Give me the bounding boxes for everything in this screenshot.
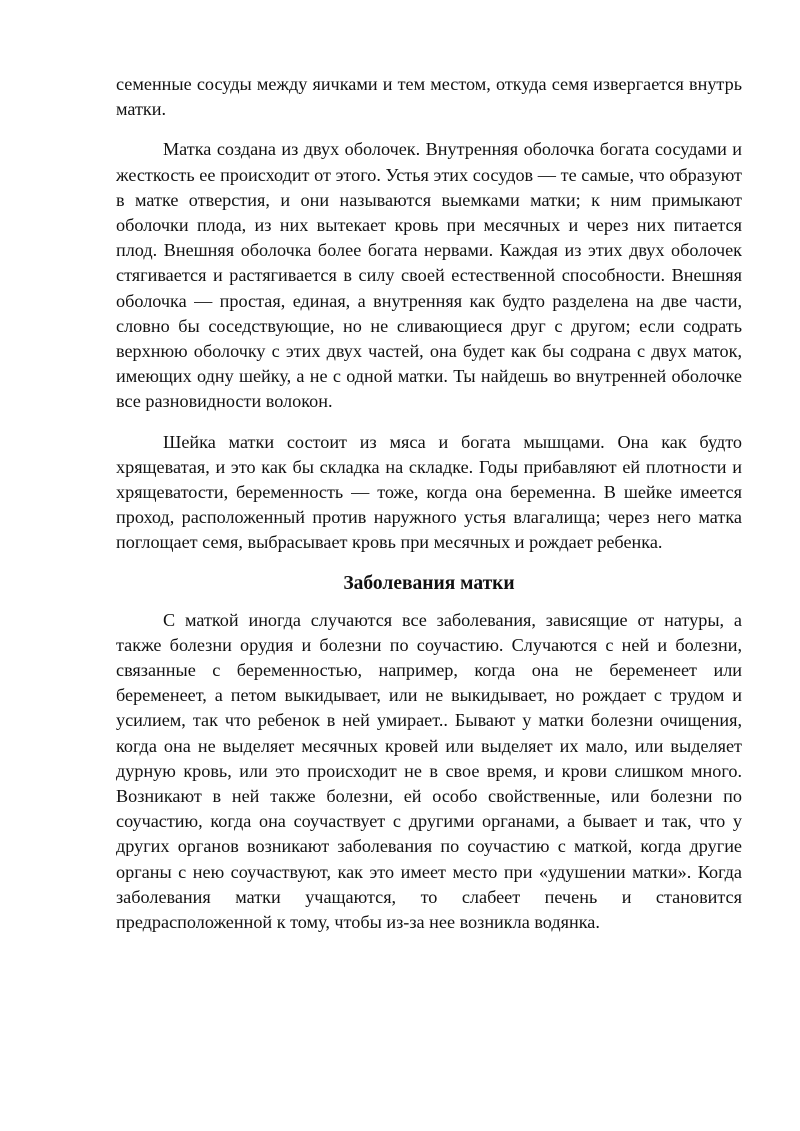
section-heading: Заболевания матки <box>343 572 515 594</box>
document-page <box>116 72 742 950</box>
paragraph-uterus-diseases: С маткой иногда случаются все заболевания, зависящие от натуры, а также болезни орудия и болезни по соучастию. Случаются с ней и болезни, связанные с беременностью, например, когда она не беременеет или беременеет, а петом выкидывает, или не выкидывает, но рождает с трудом и усилием, так что ребенок в ней умирает.. Бывают у матки болезни очищения, когда она не выделяет месячных кровей или выделяет их мало, или выделяет дурную кровь, или это происходит не в свое время, и крови слишком много. Возникают в ней также болезни, ей особо свойственные, или болезни по соучастию, когда она соучаствует с другими органами, а бывает и так, что у других органов возникают заболевания по соучастию с маткой, когда другие органы с нею соучаствуют, как это имеет место при «удушении матки». Когда заболевания матки учащаются, то слабеет печень и становится предрасположенной к тому, чтобы из-за нее возникла водянка. <box>116 609 742 933</box>
paragraph-uterus-membranes: Матка создана из двух оболочек. Внутренняя оболочка богата сосудами и жесткость ее происходит от этого. Устья этих сосудов — те самые, что образуют в матке отверстия, и они называются выемками матки; к ним примыкают оболочки плода, из них вытекает кровь при месячных и через них питается плод. Внешняя оболочка более богата нервами. Каждая из этих двух оболочек стягивается и растягивается в силу своей естественной способности. Внешняя оболочка — простая, единая, а внутренняя как будто разделена на две части, словно бы соседствующие, но не сливающиеся друг с другом; если содрать верхнюю оболочку с этих двух частей, она будет как бы содрана с двух маток, имеющих одну шейку, а не с одной матки. Ты найдешь во внутренней оболочке все разновидности волокон. <box>116 139 742 412</box>
paragraph-cervix: Шейка матки состоит из мяса и богата мышцами. Она как будто хрящеватая, и это как бы складка на складке. Годы прибавляют ей плотности и хрящеватости, беременность — тоже, когда она беременна. В шейке имеется проход, расположенный против наружного устья влагалища; через него матка поглощает семя, выбрасывает кровь при месячных и рождает ребенка. <box>116 431 742 553</box>
paragraph-continuation: семенные сосуды между яичками и тем местом, откуда семя извергается внутрь матки. <box>116 74 742 120</box>
